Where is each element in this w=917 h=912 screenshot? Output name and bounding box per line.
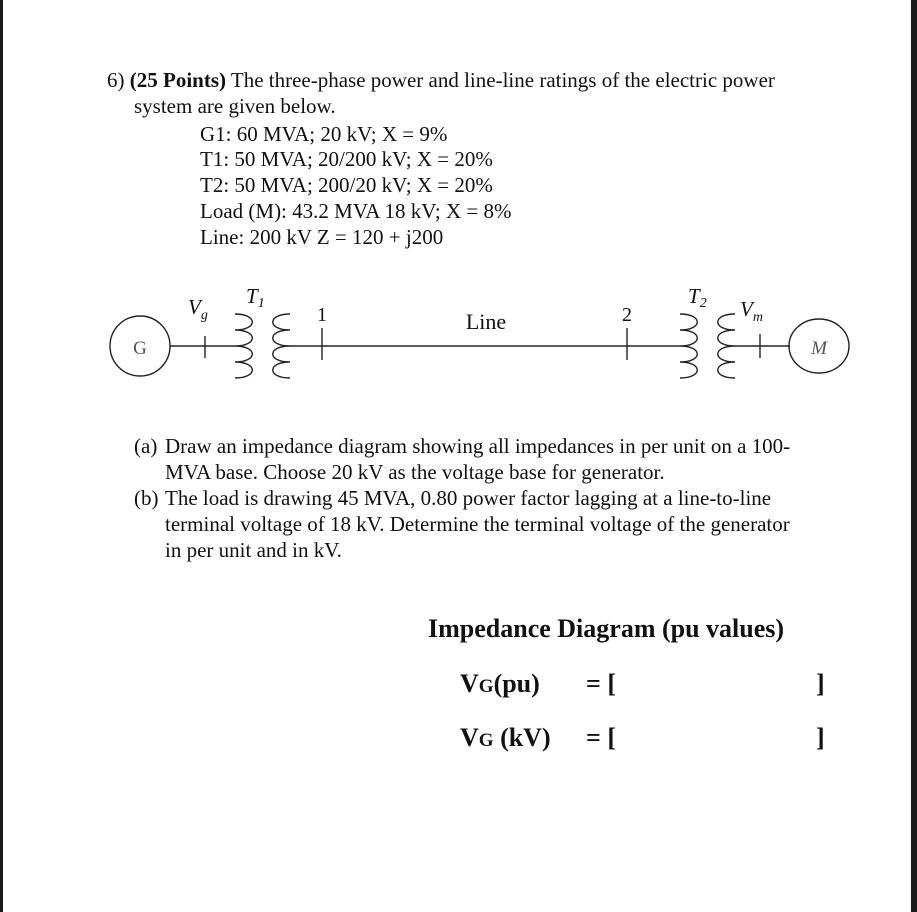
- page-border-left: [0, 0, 3, 912]
- t1-secondary-coil: [273, 314, 290, 378]
- vg-pu-answer-close: ]: [816, 669, 825, 698]
- vg-pu-answer-open: = [: [586, 669, 616, 698]
- spec-line: Line: 200 kV Z = 120 + j200: [200, 225, 444, 249]
- t2-label: T2: [688, 284, 707, 311]
- part-a-line1: Draw an impedance diagram showing all impedances in per unit on a 100-: [165, 434, 791, 458]
- part-b-line1: The load is drawing 45 MVA, 0.80 power factor lagging at a line-to-line: [165, 486, 772, 510]
- part-a-line2: MVA base. Choose 20 kV as the voltage base for generator.: [165, 460, 665, 484]
- t2-primary-coil: [680, 314, 697, 378]
- vg-kv-label: VG (kV): [460, 723, 551, 752]
- part-b-line3: in per unit and in kV.: [165, 538, 342, 562]
- bus-2-label: 2: [622, 304, 632, 326]
- question-intro-line2: system are given below.: [134, 94, 336, 118]
- question-points: (25 Points): [129, 68, 226, 92]
- part-a-label: (a): [134, 434, 158, 458]
- spec-g1: G1: 60 MVA; 20 kV; X = 9%: [200, 122, 448, 146]
- one-line-diagram: [100, 278, 860, 388]
- spec-t1: T1: 50 MVA; 20/200 kV; X = 20%: [200, 147, 493, 171]
- question-intro-line1: The three-phase power and line-line ratings of the electric power: [230, 68, 775, 92]
- part-b-label: (b): [134, 486, 159, 510]
- vg-label: $V_g$: [188, 295, 208, 323]
- question-number: 6): [107, 68, 125, 92]
- question-header: [107, 67, 775, 93]
- t2-secondary-coil: [718, 314, 735, 378]
- vg-pu-label: VG(pu): [460, 669, 540, 698]
- line-label: Line: [465, 309, 507, 334]
- bus-1-label: 1: [317, 304, 327, 326]
- vm-label: $V_m$: [740, 297, 763, 325]
- part-b-line2: terminal voltage of 18 kV. Determine the terminal voltage of the generator: [165, 512, 790, 536]
- answer-heading: Impedance Diagram (pu values): [428, 614, 785, 643]
- vg-kv-answer-open: = [: [586, 723, 616, 752]
- generator-label: G: [133, 338, 147, 359]
- motor-label: M: [811, 338, 827, 359]
- page-border-right: [911, 0, 917, 912]
- spec-t2: T2: 50 MVA; 200/20 kV; X = 20%: [200, 173, 493, 197]
- t1-primary-coil: [235, 314, 252, 378]
- spec-load: Load (M): 43.2 MVA 18 kV; X = 8%: [200, 199, 512, 223]
- t1-label: T1: [246, 284, 265, 311]
- vg-kv-answer-close: ]: [816, 723, 825, 752]
